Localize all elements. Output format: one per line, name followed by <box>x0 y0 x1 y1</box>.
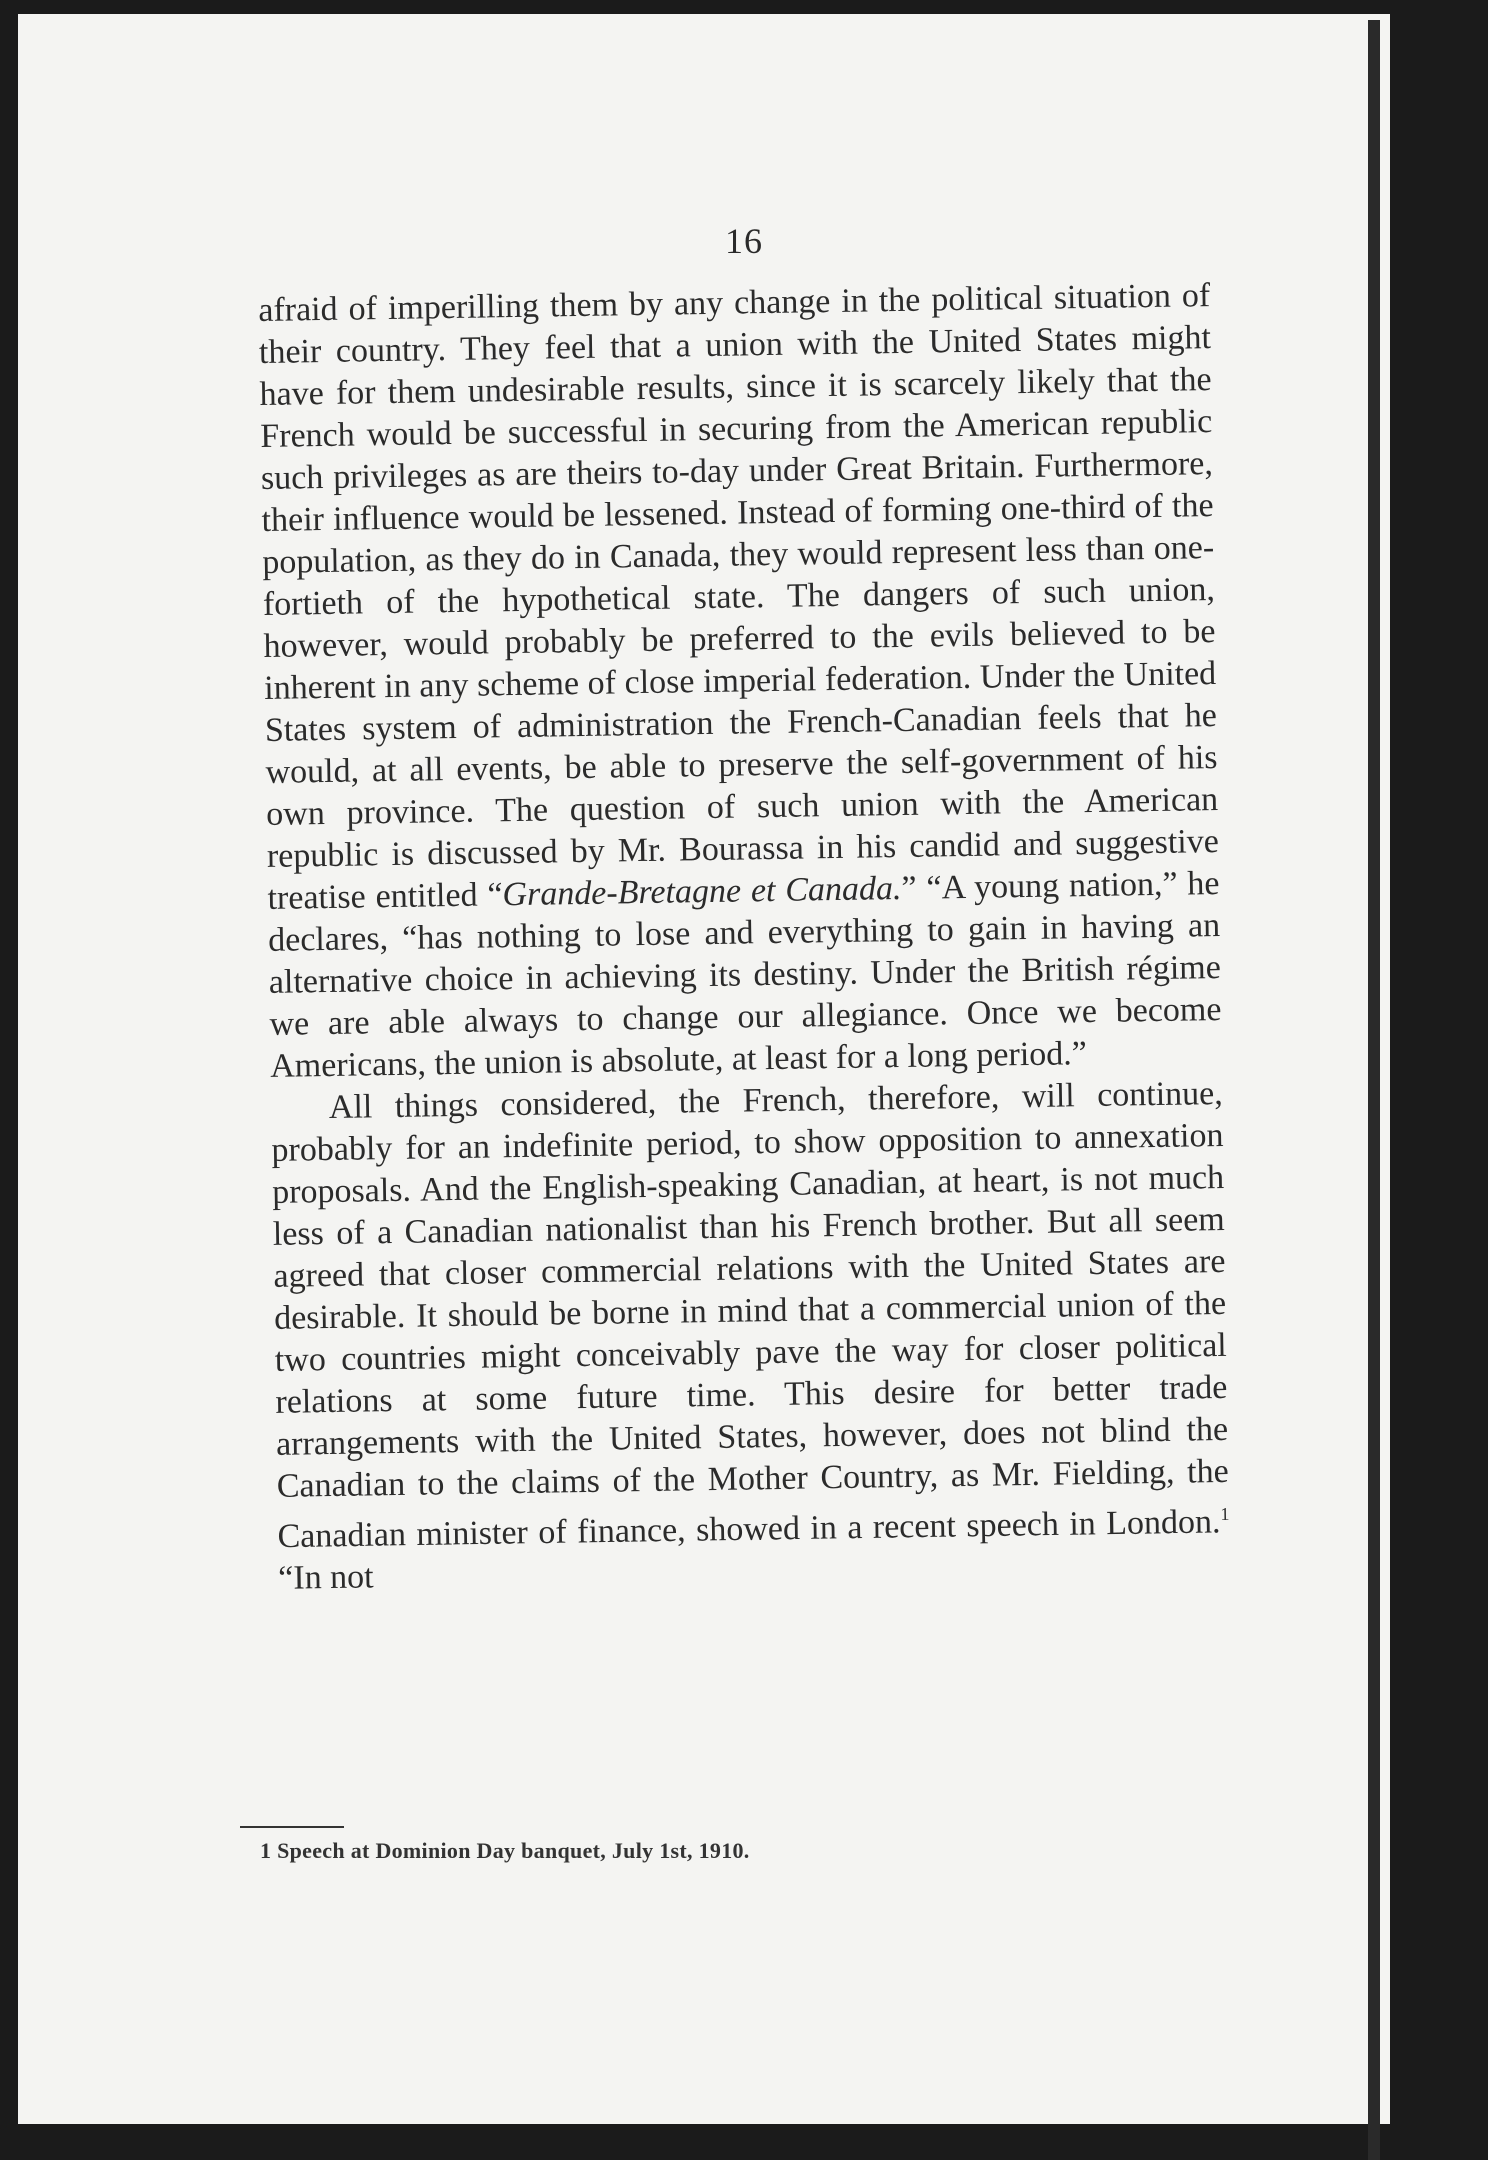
paragraph-2-text: All things considered, the French, therefore, will continue, probably for an indefinite period, to show opposition to annexation proposals. And the English-speaking Canadian, at heart, is not much less of a Canadian nationalist than his French brother. But all seem agreed that closer commercial relations with the United States are desirable. It should be borne in mind that a commercial union of the two countries might conceivably pave the way for closer political relations at some future time. This desire for better trade arrangements with the United States, however, does not blind the Canadian to the claims of the Mother Country, as Mr. Fielding, the Canadian minister of finance, showed in a recent speech in London. <box>271 1074 1229 1556</box>
footnote-text: Speech at Dominion Day banquet, July 1st, 1910. <box>271 1838 750 1863</box>
page-edge-shadow <box>1368 20 1380 2160</box>
body-text <box>258 275 1230 1600</box>
page-number: 16 <box>725 221 763 261</box>
treatise-title: Grande-Bretagne et Canada. <box>502 869 902 914</box>
paragraph-1-quote: ” “A young nation,” he declares, “has nothing to lose and everything to gain in having an alternative choice in achieving its destiny. Under the British régime we are able always to change our allegiance. Once we become Americans, the union is absolute, at least for a long period.” <box>267 864 1222 1085</box>
footnote-marker: 1 <box>260 1838 272 1863</box>
paragraph-2-tail: “In not <box>277 1558 374 1598</box>
paragraph-2 <box>271 1073 1231 1600</box>
paragraph-1 <box>258 275 1222 1088</box>
footnote-reference: 1 <box>1220 1503 1230 1525</box>
footnote <box>260 1838 750 1864</box>
footnote-divider <box>240 1826 344 1828</box>
paragraph-1-text: afraid of imperilling them by any change in the political situation of their country. They feel that a union with the United States might have for them undesirable results, since it is scarcely likely that the French would be successful in securing from the American republic such privileges as are theirs to-day under Great Britain. Furthermore, their influence would be lessened. Instead of forming one-third of the population, as they do in Canada, they would represent less than one-fortieth of the hypothetical state. The dangers of such union, however, would probably be preferred to the evils believed to be inherent in any scheme of close imperial federation. Under the United States system of administration the French-Canadian feels that he would, at all events, be able to preserve the self-government of his own province. The question of such union with the American republic is discussed by Mr. Bourassa in his candid and suggestive treatise entitled “ <box>258 277 1220 917</box>
